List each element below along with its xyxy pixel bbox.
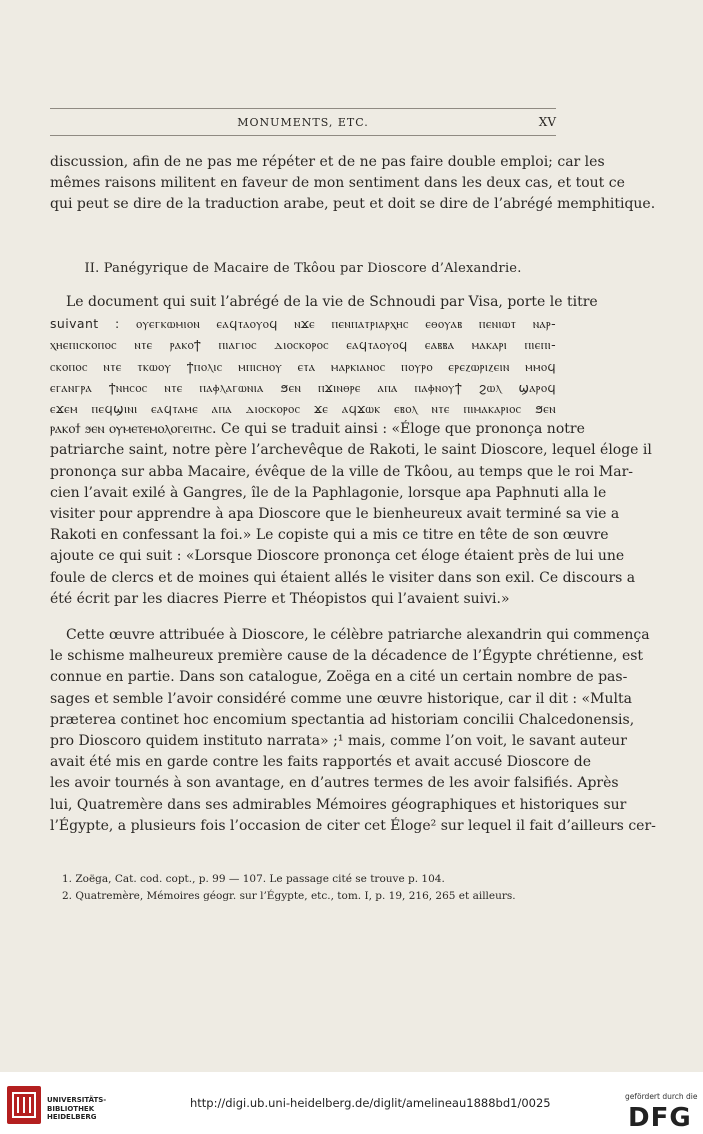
text-line-coptic: ⲥⲕⲟⲡⲟⲥ ⲛⲧⲉ ⲧⲕⲱⲟⲩ ϯⲡⲟⲗⲓⲥ ⲙⲡⲓⲥⲏⲟⲩ ⲉⲧⲁ ⲙⲁⲣⲕⲓⲁⲛⲟⲥ ⲡⲟⲩⲣⲟ ⲉⲣⲉⲍⲱⲣⲓⲍⲉⲓⲛ ⲙⲙⲟϥ <box>50 358 556 374</box>
text-line: les avoir tournés à son avantage, en d’autres termes de les avoir falsifiés. Après <box>50 775 619 792</box>
page-number: XV <box>538 115 556 129</box>
header-rule-top <box>50 108 556 109</box>
text-line: connue en partie. Dans son catalogue, Zoëga en a cité un certain nombre de pas- <box>50 669 628 686</box>
section-heading: II. Panégyrique de Macaire de Tkôou par Dioscore d’Alexandrie. <box>84 261 522 276</box>
library-name <box>47 1096 106 1122</box>
text-line-coptic: ⲉϫⲉⲙ ⲡⲉϥϣⲓⲛⲓ ⲉⲁϥⲧⲁⲙⲉ ⲁⲡⲁ ⲇⲓⲟⲥⲕⲟⲣⲟⲥ ϫⲉ ⲁϥϫⲱⲕ ⲉⲃⲟⲗ ⲛⲧⲉ ⲡⲓⲙⲁⲕⲁⲣⲓⲟⲥ ϧⲉⲛ <box>50 401 556 416</box>
footnote-2: 2. Quatremère, Mémoires géogr. sur l’Égypte, etc., tom. I, p. 19, 216, 265 et ailleurs. <box>62 890 516 902</box>
permalink-url[interactable]: http://digi.ub.uni-heidelberg.de/diglit/amelineau1888bd1/0025 <box>190 1096 551 1110</box>
text-line: l’Égypte, a plusieurs fois l’occasion de citer cet Éloge² sur lequel il fait d’ailleurs cer- <box>50 817 656 834</box>
running-head-title: MONUMENTS, ETC. <box>237 116 369 129</box>
text-line-coptic: ⲭⲏⲉⲡⲓⲥⲕⲟⲡⲟⲥ ⲛⲧⲉ ⲣⲁⲕⲟϯ ⲡⲓⲁⲅⲓⲟⲥ ⲇⲓⲟⲥⲕⲟⲣⲟⲥ ⲉⲁϥⲧⲁⲟⲩⲟϥ ⲉⲁⲃⲃⲁ ⲙⲁⲕⲁⲣⲓ ⲡⲓⲉⲡⲓ- <box>50 337 556 353</box>
library-name-line: HEIDELBERG <box>47 1113 97 1121</box>
library-name-line: UNIVERSITÄTS- <box>47 1096 107 1104</box>
text-line: prononça sur abba Macaire, évêque de la ville de Tkôou, au temps que le roi Mar- <box>50 463 634 480</box>
text-line: sages et semble l’avoir considéré comme une œuvre historique, car il dit : «Multa <box>50 690 632 707</box>
text-line-coptic: suivant : ⲟⲩⲉⲅⲕⲱⲙⲓⲟⲛ ⲉⲁϥⲧⲁⲟⲩⲟϥ ⲛϫⲉ ⲡⲉⲛⲡⲁⲧⲣⲓⲁⲣⲭⲏⲥ ⲉⲑⲟⲩⲁⲃ ⲡⲉⲛⲓⲱⲧ ⲛⲁⲣ- <box>50 316 556 332</box>
text-line: discussion, afin de ne pas me répéter et de ne pas faire double emploi; car les <box>50 154 605 170</box>
footnote-1: 1. Zoëga, Cat. cod. copt., p. 99 — 107. Le passage cité se trouve p. 104. <box>62 873 445 885</box>
text-line: præterea continet hoc encomium spectantia ad historiam concilii Chalcedonensis, <box>50 711 635 728</box>
text-line: le schisme malheureux première cause de la décadence de l’Égypte chrétienne, est <box>50 648 644 665</box>
text-line: Cette œuvre attribuée à Dioscore, le célèbre patriarche alexandrin qui commença <box>66 627 650 643</box>
text-line: patriarche saint, notre père l’archevêque de Rakoti, le saint Dioscore, lequel éloge il <box>50 442 652 459</box>
text-line: visiter pour apprendre à apa Dioscore que le bienheureux avait terminé sa vie a <box>50 506 620 522</box>
text-line: mêmes raisons militent en faveur de mon sentiment dans les deux cas, et tout ce <box>50 175 625 192</box>
text-line-coptic: ⲉⲅⲁⲛⲅⲣⲁ ϯⲛⲏⲥⲟⲥ ⲛⲧⲉ ⲡⲁⲫⲗⲁⲅⲱⲛⲓⲁ ϧⲉⲛ ⲡϫⲓⲛⲑⲣⲉ ⲁⲡⲁ ⲡⲁⲫⲛⲟⲩϯ ϩⲱⲗ ϣⲁⲣⲟϥ <box>50 379 556 395</box>
university-seal-icon <box>6 1085 42 1125</box>
text-line: été écrit par les diacres Pierre et Théopistos qui l’avaient suivi.» <box>50 590 510 607</box>
header-rule-bottom <box>50 135 556 136</box>
text-line: qui peut se dire de la traduction arabe, peut et doit se dire de l’abrégé memphitique. <box>50 196 656 213</box>
text-line: cien l’avait exilé à Gangres, île de la Paphlagonie, lorsque apa Paphnuti alla le <box>50 484 607 501</box>
running-head <box>50 108 556 136</box>
funder-caption: gefördert durch die <box>625 1092 698 1101</box>
text-line: ⲣⲁⲕⲟϯ ϧⲉⲛ ⲟⲩⲙⲉⲧⲉⲙⲟⲗⲟⲅⲉⲓⲧⲏⲥ. Ce qui se traduit ainsi : «Éloge que prononça notre <box>50 421 585 438</box>
text-line: pro Dioscoro quidem instituto narrata» ;¹ mais, comme l’on voit, le savant auteur <box>50 733 627 749</box>
text-line: Le document qui suit l’abrégé de la vie de Schnoudi par Visa, porte le titre <box>66 294 598 310</box>
library-name-line: BIBLIOTHEK <box>47 1104 95 1113</box>
text-line: Rakoti en confessant la foi.» Le copiste qui a mis ce titre en tête de son œuvre <box>50 527 609 544</box>
text-line: ajoute ce qui suit : «Lorsque Dioscore prononça cet éloge étaient près de lui une <box>50 548 625 565</box>
dfg-logo: DFG <box>628 1103 692 1133</box>
text-line: lui, Quatremère dans ses admirables Mémoires géographiques et historiques sur <box>50 796 627 813</box>
text-line: foule de clercs et de moines qui étaient allés le visiter dans son exil. Ce discours a <box>50 569 636 586</box>
text-line: avait été mis en garde contre les faits rapportés et avait accusé Dioscore de <box>50 754 592 771</box>
footnotes <box>62 871 556 905</box>
